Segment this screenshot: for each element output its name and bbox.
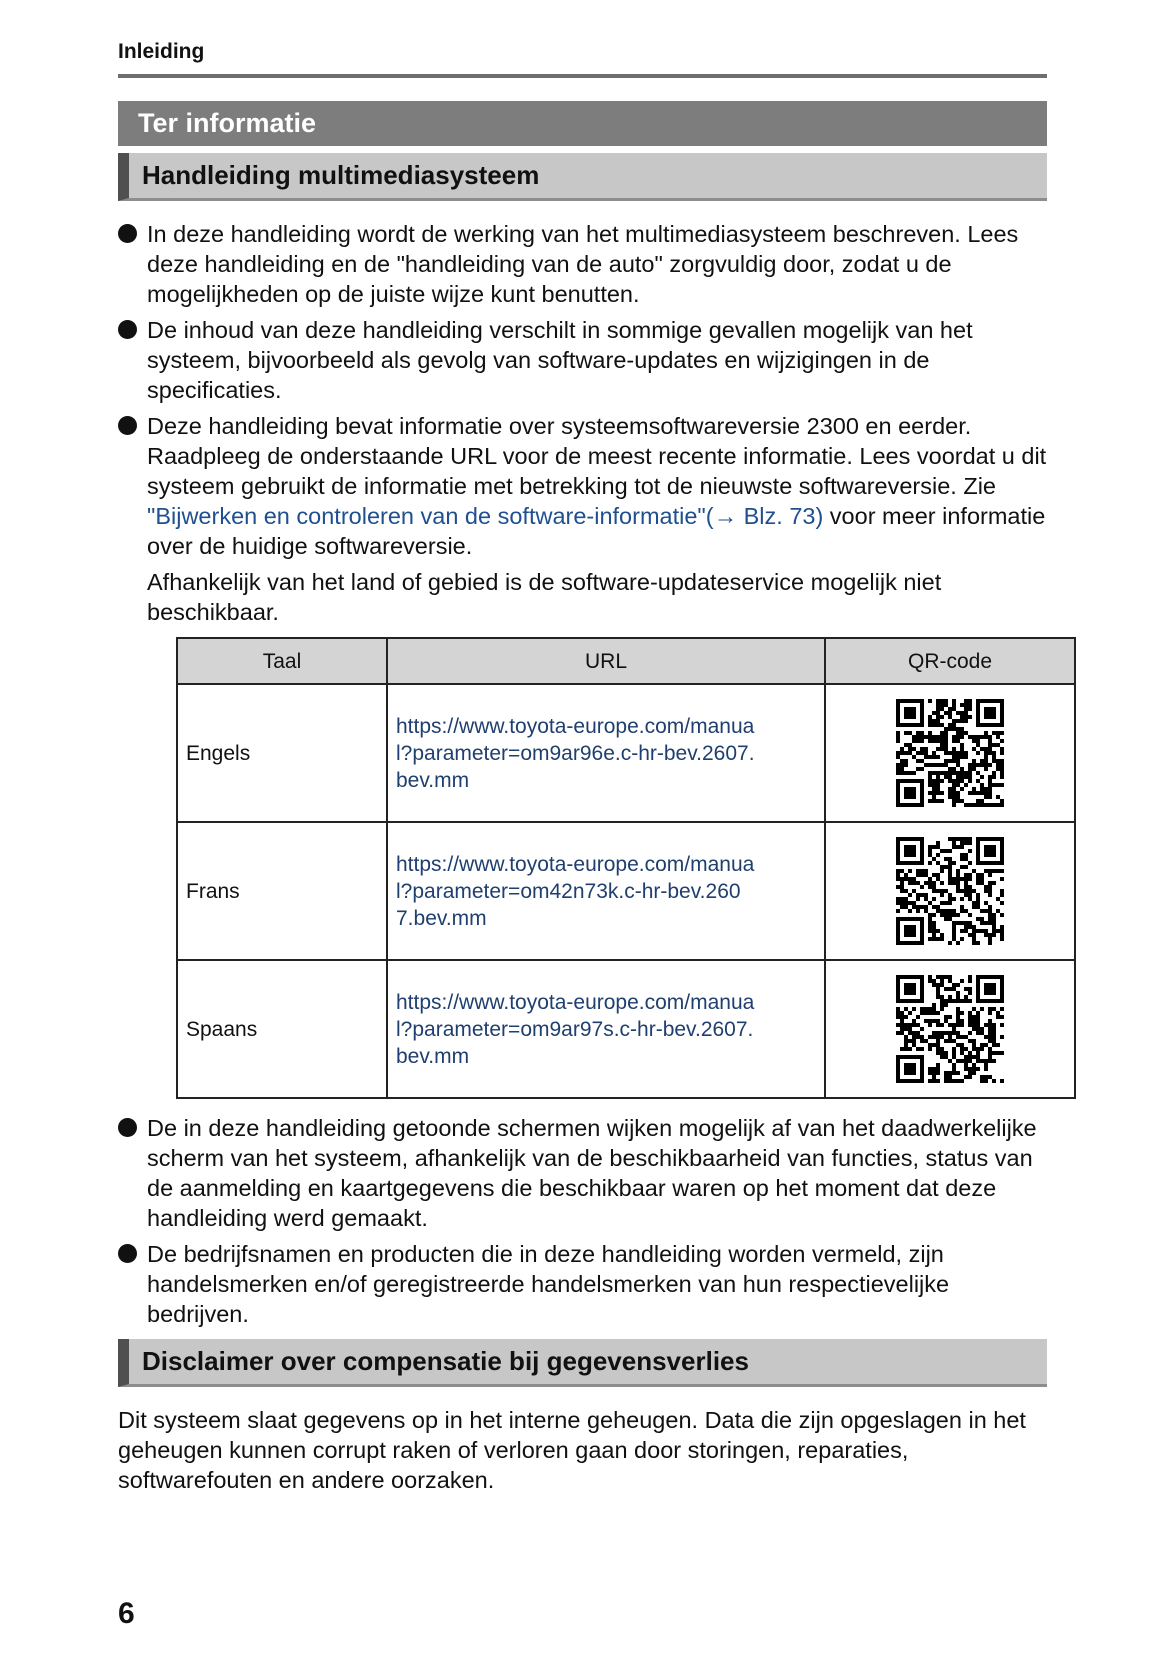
bullet-text: De bedrijfsnamen en producten die in deze handleiding worden vermeld, zijn handelsmerken en/of geregistreerde handelsmerken van hun respectievelijke bedrijven. bbox=[147, 1241, 950, 1327]
manual-url-link[interactable]: https://www.toyota-europe.com/manual?parameter=om9ar96e.c-hr-bev.2607.bev.mm bbox=[396, 714, 755, 792]
disclaimer-text: Dit systeem slaat gegevens op in het interne geheugen. Data die zijn opgeslagen in het geheugen kunnen corrupt raken of verloren gaan door storingen, reparaties, softwarefouten en andere oorzaken. bbox=[118, 1407, 1026, 1493]
url-cell bbox=[387, 960, 825, 1098]
bullet-item bbox=[118, 315, 1047, 405]
header-qr: QR-code bbox=[825, 638, 1075, 684]
bullet-list bbox=[118, 219, 1047, 1329]
chapter-title: Inleiding bbox=[118, 40, 205, 63]
bullet-item bbox=[118, 1239, 1047, 1329]
section-title: Ter informatie bbox=[118, 101, 1047, 146]
qr-cell bbox=[825, 822, 1075, 960]
qr-cell bbox=[825, 960, 1075, 1098]
qr-code-icon bbox=[896, 699, 1004, 807]
language-cell: Frans bbox=[177, 822, 387, 960]
subsection-title-manual: Handleiding multimediasysteem bbox=[118, 153, 1047, 201]
header-url: URL bbox=[387, 638, 825, 684]
bullet-icon bbox=[118, 416, 137, 435]
page-number: 6 bbox=[118, 1597, 135, 1630]
bullet-text: In deze handleiding wordt de werking van het multimediasysteem beschreven. Lees deze handleiding en de "handleiding van de auto" zorgvuldig door, zodat u de mogelijkheden op de juiste wijze kunt benutten. bbox=[147, 221, 1019, 307]
url-cell bbox=[387, 684, 825, 822]
bullet-item bbox=[118, 411, 1047, 1099]
language-cell: Engels bbox=[177, 684, 387, 822]
availability-note: Afhankelijk van het land of gebied is de software-updateservice mogelijk niet beschikbaar. bbox=[147, 569, 942, 625]
qr-code-icon bbox=[896, 975, 1004, 1083]
bullet-icon bbox=[118, 224, 137, 243]
table-row bbox=[177, 684, 1075, 822]
bullet-item bbox=[118, 219, 1047, 309]
language-cell: Spaans bbox=[177, 960, 387, 1098]
bullet-text-tail: voor meer informatie over de huidige softwareversie. bbox=[147, 503, 1046, 559]
qr-code-icon bbox=[896, 837, 1004, 945]
chapter-divider bbox=[118, 74, 1047, 78]
bullet-text: Deze handleiding bevat informatie over systeemsoftwareversie 2300 en eerder. Raadpleeg de onderstaande URL voor de meest recente informatie. Lees voordat u dit systeem gebruikt de informatie met betrekking tot de nieuwste softwareversie. Zie bbox=[147, 413, 1047, 499]
table-row bbox=[177, 822, 1075, 960]
table-header-row bbox=[177, 638, 1075, 684]
qr-cell bbox=[825, 684, 1075, 822]
bullet-icon bbox=[118, 1118, 137, 1137]
software-info-link[interactable]: "Bijwerken en controleren van de software-informatie"(→ Blz. 73) bbox=[147, 503, 824, 529]
header-language: Taal bbox=[177, 638, 387, 684]
bullet-text: De in deze handleiding getoonde schermen wijken mogelijk af van het daadwerkelijke scherm van het systeem, afhankelijk van de beschikbaarheid van functies, status van de aanmelding en kaartgegevens die beschikbaar waren op het moment dat deze handleiding werd gemaakt. bbox=[147, 1115, 1037, 1231]
bullet-icon bbox=[118, 1244, 137, 1263]
manual-content bbox=[118, 219, 1047, 1335]
bullet-item bbox=[118, 1113, 1047, 1233]
manual-url-link[interactable]: https://www.toyota-europe.com/manual?parameter=om9ar97s.c-hr-bev.2607.bev.mm bbox=[396, 990, 755, 1068]
manual-url-table bbox=[176, 637, 1076, 1099]
table-row bbox=[177, 960, 1075, 1098]
bullet-text: De inhoud van deze handleiding verschilt in sommige gevallen mogelijk van het systeem, bijvoorbeeld als gevolg van software-updates en wijzigingen in de specificaties. bbox=[147, 317, 973, 403]
bullet-icon bbox=[118, 320, 137, 339]
subsection-title-disclaimer: Disclaimer over compensatie bij gegevensverlies bbox=[118, 1339, 1047, 1387]
url-cell bbox=[387, 822, 825, 960]
manual-url-link[interactable]: https://www.toyota-europe.com/manual?parameter=om42n73k.c-hr-bev.2607.bev.mm bbox=[396, 852, 755, 930]
